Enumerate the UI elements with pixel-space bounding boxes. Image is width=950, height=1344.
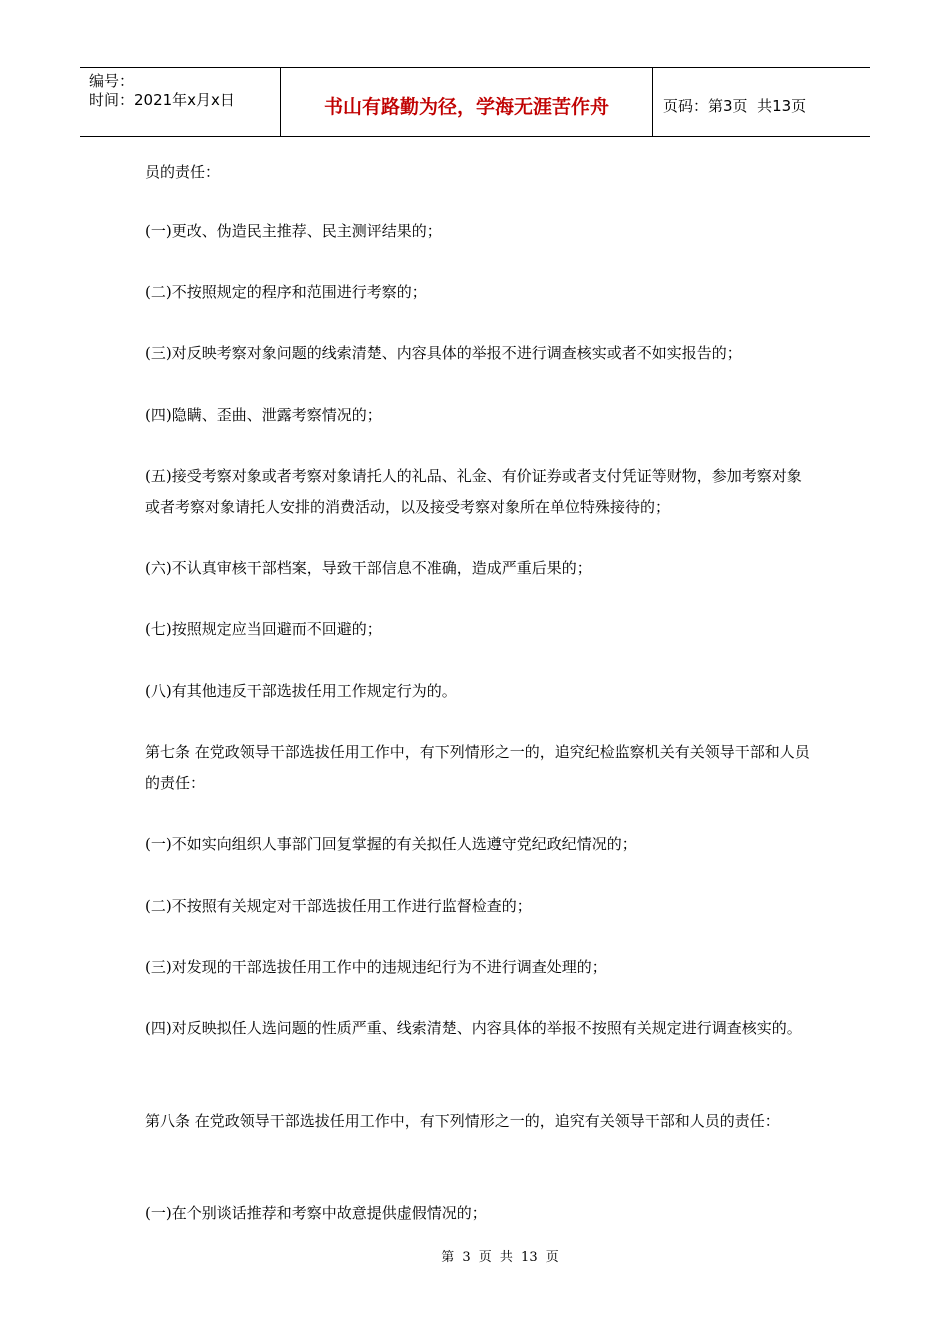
- paragraph: (五)接受考察对象或者考察对象请托人的礼品、礼金、有价证券或者支付凭证等财物，参加考察对象或者考察对象请托人安排的消费活动，以及接受考察对象所在单位特殊接待的；: [145, 467, 802, 516]
- paragraph: (三)对发现的干部选拔任用工作中的违规违纪行为不进行调查处理的；: [145, 958, 607, 976]
- paragraph: (七)按照规定应当回避而不回避的；: [145, 620, 382, 638]
- header-page-number: 页码：第3页 共13页: [663, 96, 807, 115]
- paragraph: (三)对反映考察对象问题的线索清楚、内容具体的举报不进行调查核实或者不如实报告的；: [145, 344, 742, 362]
- document-date-label: 时间：2021年x月x日: [89, 91, 235, 109]
- header-motto: 书山有路勤为径，学海无涯苦作舟: [281, 68, 653, 136]
- paragraph: 第八条 在党政领导干部选拔任用工作中，有下列情形之一的，追究有关领导干部和人员的责任：: [145, 1112, 780, 1130]
- paragraph: (六)不认真审核干部档案，导致干部信息不准确，造成严重后果的；: [145, 559, 592, 577]
- page-footer: 第 3 页 共 13 页: [441, 1250, 559, 1265]
- page-header: [80, 67, 870, 137]
- paragraph: (二)不按照规定的程序和范围进行考察的；: [145, 283, 427, 301]
- paragraph: (四)隐瞒、歪曲、泄露考察情况的；: [145, 406, 382, 424]
- document-number-label: 编号：: [89, 72, 135, 90]
- paragraph: (一)不如实向组织人事部门回复掌握的有关拟任人选遵守党纪政纪情况的；: [145, 835, 637, 853]
- paragraph: (一)在个别谈话推荐和考察中故意提供虚假情况的；: [145, 1204, 487, 1222]
- header-meta: [80, 68, 281, 136]
- paragraph: 员的责任：: [145, 163, 221, 181]
- paragraph: (八)有其他违反干部选拔任用工作规定行为的。: [145, 682, 457, 700]
- paragraph: (二)不按照有关规定对干部选拔任用工作进行监督检查的；: [145, 897, 532, 915]
- paragraph: (一)更改、伪造民主推荐、民主测评结果的；: [145, 222, 442, 240]
- paragraph: (四)对反映拟任人选问题的性质严重、线索清楚、内容具体的举报不按照有关规定进行调查核实的。: [145, 1019, 802, 1037]
- paragraph: 第七条 在党政领导干部选拔任用工作中，有下列情形之一的，追究纪检监察机关有关领导干部和人员的责任：: [145, 743, 810, 792]
